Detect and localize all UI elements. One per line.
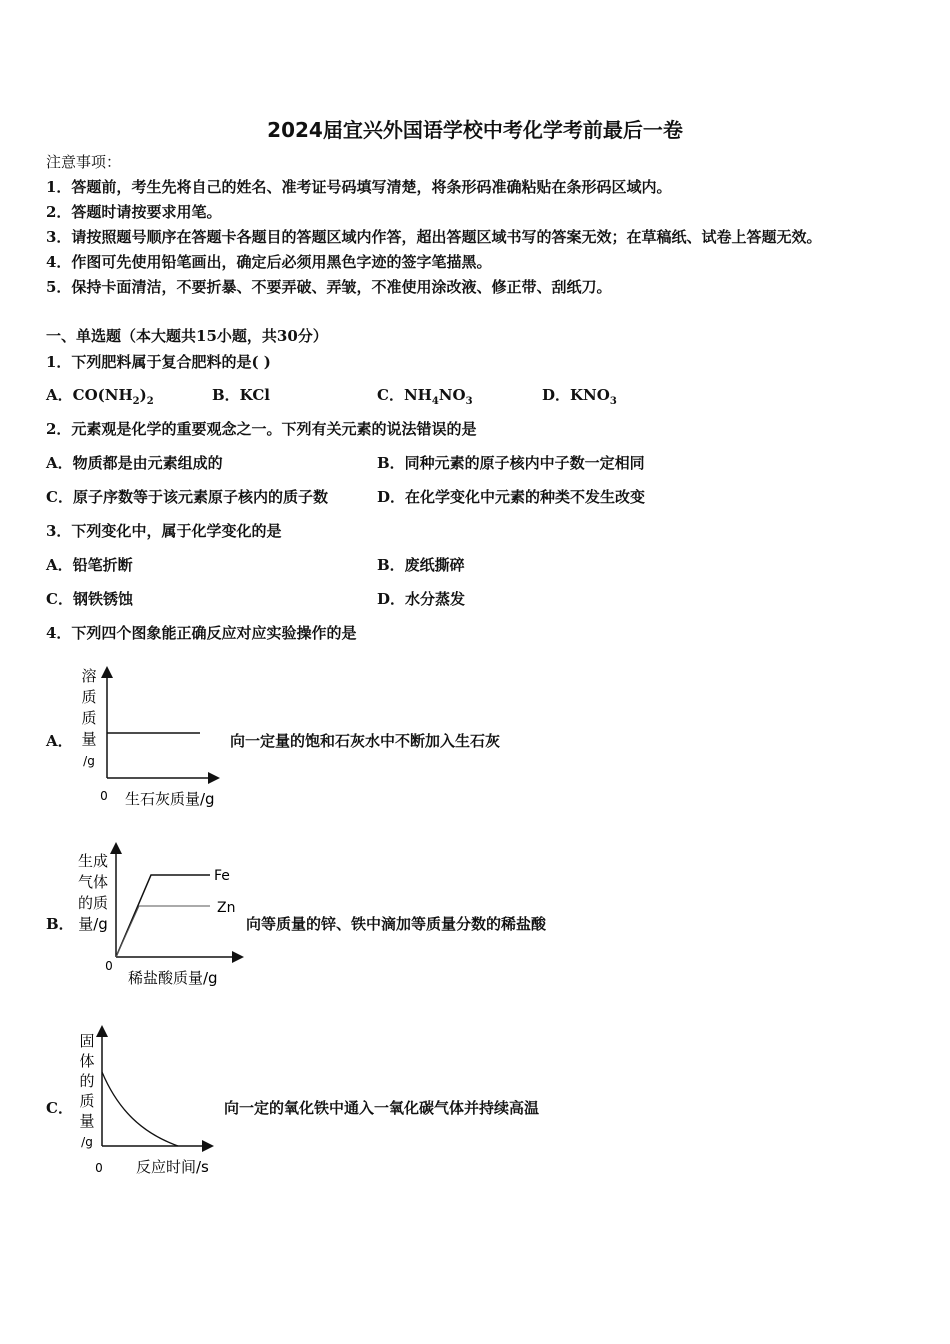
q2-option-c: C．原子序数等于该元素原子核内的质子数: [46, 488, 328, 506]
q4-option-b-desc: 向等质量的锌、铁中滴加等质量分数的稀盐酸: [246, 915, 547, 933]
q2-option-d: D．在化学变化中元素的种类不发生改变: [377, 488, 646, 506]
data-curve: [102, 1072, 178, 1146]
fe-series-line: [116, 875, 210, 957]
y-axis-label-1: 溶: [81, 667, 97, 685]
q1-option-b: B．KCl: [212, 386, 270, 404]
q4-option-c-label: C．: [46, 1099, 73, 1117]
y-axis-label-5: /g: [83, 754, 95, 768]
q3-option-d: D．水分蒸发: [377, 590, 466, 608]
q3-option-a: A．铅笔折断: [46, 556, 133, 574]
x-axis-label: 稀盐酸质量/g: [128, 969, 218, 987]
fe-series-label: Fe: [214, 868, 230, 884]
y-axis-label-4: 量: [81, 730, 97, 748]
q1-option-d: D．$KNO_3$: [542, 386, 617, 407]
section-heading: 一、单选题（本大题共15小题，共30分）: [46, 327, 328, 345]
y-axis-label-2: 体: [79, 1052, 95, 1070]
y-axis-label-6: /g: [81, 1135, 93, 1149]
y-axis-label-1: 固: [79, 1032, 95, 1050]
x-axis-label: 生石灰质量/g: [125, 790, 215, 808]
q4-option-b-label: B．: [46, 915, 74, 933]
zn-series-line: [116, 906, 210, 957]
q4-stem: 4．下列四个图象能正确反应对应实验操作的是: [46, 624, 357, 642]
q4-option-a-label: A．: [46, 732, 73, 750]
q1-option-c: C．$NH_4NO_3$: [377, 386, 473, 407]
y-axis-label-4: 量/g: [78, 915, 108, 933]
q3-option-c: C．钢铁锈蚀: [46, 590, 133, 608]
y-axis-label-2: 气体: [77, 873, 109, 891]
zn-series-label: Zn: [217, 900, 236, 916]
q2-stem: 2．元素观是化学的重要观念之一。下列有关元素的说法错误的是: [46, 420, 477, 438]
notice-item-3: 3．请按照题号顺序在答题卡各题目的答题区域内作答，超出答题区域书写的答案无效；在草稿纸、试卷上答题无效。: [46, 228, 822, 246]
y-axis-label-3: 的质: [77, 894, 109, 912]
x-axis-label: 反应时间/s: [136, 1158, 209, 1176]
q2-option-b: B．同种元素的原子核内中子数一定相同: [377, 454, 645, 472]
y-axis-label-4: 质: [79, 1092, 95, 1110]
origin-label: 0: [100, 789, 108, 803]
notice-item-4: 4．作图可先使用铅笔画出，确定后必须用黑色字迹的签字笔描黑。: [46, 253, 492, 271]
y-axis-label-3: 质: [81, 709, 97, 727]
y-axis-label-1: 生成: [77, 852, 109, 870]
q2-option-a: A．物质都是由元素组成的: [46, 454, 223, 472]
notice-item-2: 2．答题时请按要求用笔。: [46, 203, 222, 221]
notice-item-1: 1．答题前，考生先将自己的姓名、准考证号码填写清楚，将条形码准确粘贴在条形码区域内。: [46, 178, 672, 196]
y-axis-label-3: 的: [79, 1072, 95, 1090]
q4-graph-c: [70, 1025, 230, 1185]
q1-option-a: A．$CO(NH_2)_2$: [46, 386, 154, 407]
q4-option-c-desc: 向一定的氧化铁中通入一氧化碳气体并持续高温: [224, 1099, 540, 1117]
origin-label: 0: [95, 1161, 103, 1175]
q4-graph-b: [70, 842, 250, 992]
q3-option-b: B．废纸撕碎: [377, 556, 465, 574]
notice-item-5: 5．保持卡面清洁，不要折暴、不要弄破、弄皱，不准使用涂改液、修正带、刮纸刀。: [46, 278, 612, 296]
q4-graph-a: [70, 662, 230, 812]
q3-stem: 3．下列变化中，属于化学变化的是: [46, 522, 282, 540]
origin-label: 0: [105, 959, 113, 973]
y-axis-label-5: 量: [79, 1112, 95, 1130]
y-axis-label-2: 质: [81, 688, 97, 706]
q1-stem: 1．下列肥料属于复合肥料的是( ): [46, 353, 271, 371]
notice-heading: 注意事项：: [46, 153, 122, 171]
q4-option-a-desc: 向一定量的饱和石灰水中不断加入生石灰: [230, 732, 501, 750]
exam-title: 2024届宜兴外国语学校中考化学考前最后一卷: [267, 118, 683, 142]
